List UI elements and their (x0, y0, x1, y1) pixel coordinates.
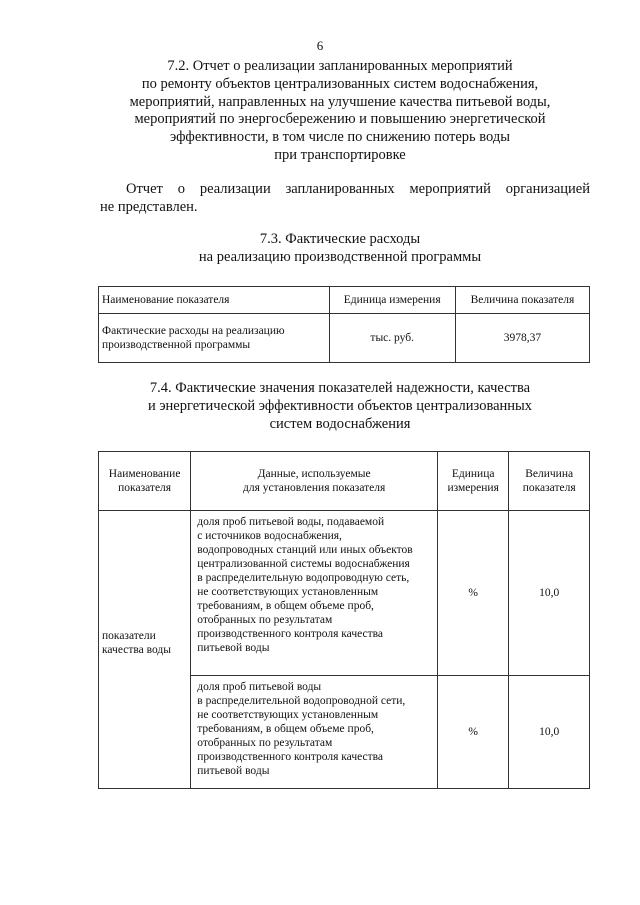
heading-line: 7.3. Фактические расходы (259, 231, 421, 247)
heading-line: и энергетической эффективности объектов централизованных (147, 397, 533, 414)
table-row (99, 511, 590, 676)
heading-line: систем водоснабжения (269, 415, 411, 432)
indicator-name-cell (99, 314, 330, 363)
cell-line: производственного контроля качества (197, 751, 384, 763)
column-header-unit (438, 452, 509, 511)
section-7-4-heading (70, 380, 610, 433)
unit-cell: тыс. руб. (329, 314, 455, 363)
cell-line: в распределительной водопроводной сети, (197, 695, 406, 707)
heading-line: на реализацию производственной программы (198, 248, 482, 265)
expenses-table (98, 286, 590, 363)
description-cell (191, 676, 438, 789)
cell-line: не соответствующих установленным (197, 586, 379, 598)
cell-line: доля проб питьевой воды (197, 681, 322, 693)
header-line: показателя (118, 482, 172, 494)
cell-line: требованиям, в общем объеме проб, (197, 600, 374, 612)
cell-line: в распределительную водопроводную сеть, (197, 572, 410, 584)
cell-line: с источников водоснабжения, (197, 530, 342, 542)
column-header: Наименование показателя (99, 287, 330, 314)
header-line: для установления показателя (242, 482, 386, 494)
header-line: Величина (525, 468, 574, 480)
header-line: Данные, используемые (257, 468, 371, 480)
cell-line: водопроводных станций или иных объектов (197, 544, 413, 556)
cell-line: питьевой воды (197, 765, 270, 777)
cell-line: отобранных по результатам (197, 614, 333, 626)
section-7-2-paragraph (100, 180, 590, 216)
cell-line: требованиям, в общем объеме проб, (197, 723, 374, 735)
cell-line: отобранных по результатам (197, 737, 333, 749)
quality-indicators-table (98, 451, 590, 789)
cell-line: не соответствующих установленным (197, 709, 379, 721)
header-line: Единица (451, 468, 495, 480)
cell-line: производственной программы (102, 339, 251, 351)
section-7-3-heading (70, 231, 610, 267)
paragraph-line: Отчет о реализации запланированных мероприятий организацией (126, 181, 590, 197)
column-header-data (191, 452, 438, 511)
cell-line: качества воды (102, 644, 171, 656)
cell-line: централизованной системы водоснабжения (197, 558, 410, 570)
cell-line: производственного контроля качества (197, 628, 384, 640)
cell-line: доля проб питьевой воды, подаваемой (197, 516, 385, 528)
table-header-row (99, 452, 590, 511)
column-header: Единица измерения (329, 287, 455, 314)
value-cell: 3978,37 (455, 314, 589, 363)
heading-line: мероприятий, направленных на улучшение качества питьевой воды, (129, 93, 551, 110)
unit-cell: % (438, 511, 509, 676)
indicator-group-cell (99, 511, 191, 789)
cell-line: Фактические расходы на реализацию (102, 325, 285, 337)
heading-line: при транспортировке (274, 146, 406, 163)
page-number: 6 (316, 38, 324, 53)
column-header-name (99, 452, 191, 511)
paragraph-line: не представлен. (100, 199, 198, 215)
value-cell: 10,0 (509, 676, 590, 789)
unit-cell: % (438, 676, 509, 789)
heading-line: 7.4. Фактические значения показателей надежности, качества (149, 380, 531, 396)
heading-line: по ремонту объектов централизованных систем водоснабжения, (141, 75, 539, 92)
heading-line: 7.2. Отчет о реализации запланированных мероприятий (167, 58, 513, 74)
description-cell (191, 511, 438, 676)
section-7-2-heading (70, 58, 610, 165)
table-header-row (99, 287, 590, 314)
column-header-value (509, 452, 590, 511)
cell-line: показатели (102, 630, 156, 642)
header-line: Наименование (108, 468, 181, 480)
table-row (99, 314, 590, 363)
header-line: измерения (447, 482, 499, 494)
cell-line: питьевой воды (197, 642, 270, 654)
column-header: Величина показателя (455, 287, 589, 314)
header-line: показателя (522, 482, 576, 494)
heading-line: мероприятий по энергосбережению и повышению энергетической (134, 111, 546, 128)
value-cell: 10,0 (509, 511, 590, 676)
heading-line: эффективности, в том числе по снижению потерь воды (169, 129, 510, 146)
